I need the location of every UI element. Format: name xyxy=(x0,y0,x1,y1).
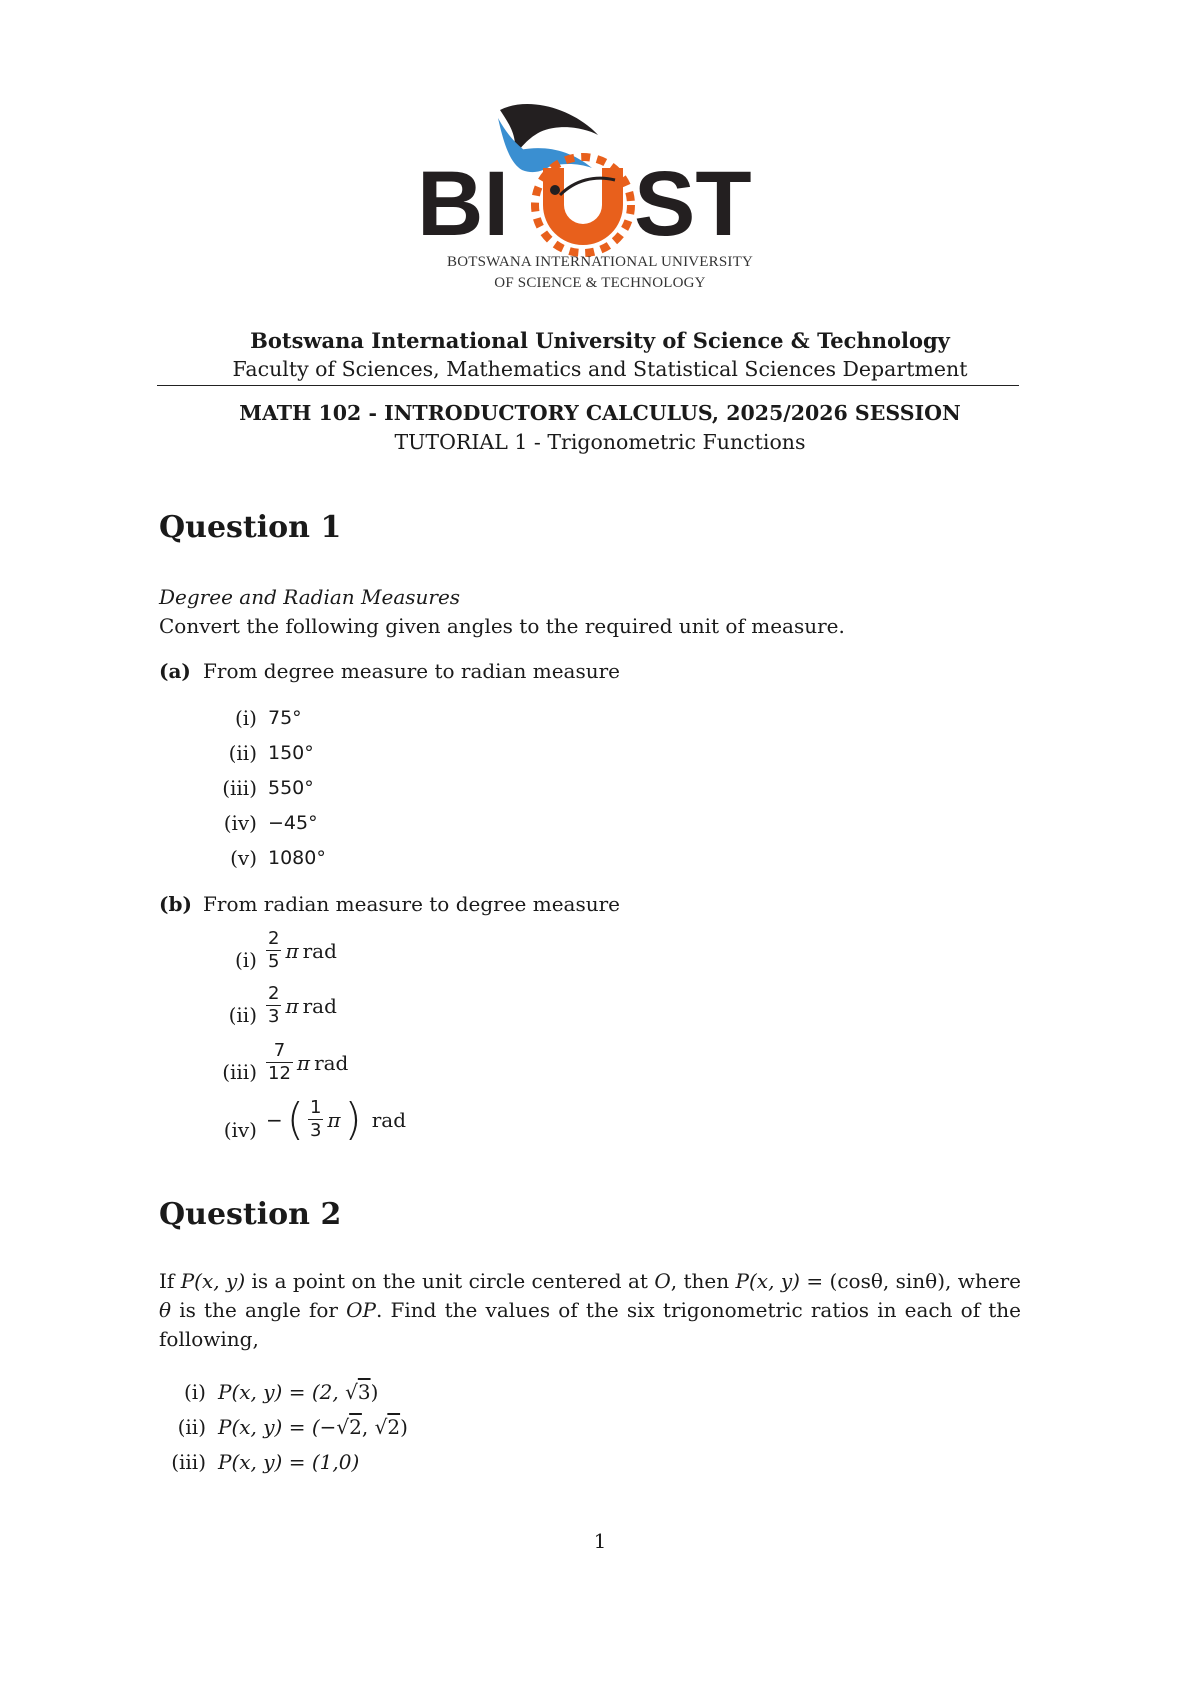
header-rule xyxy=(157,385,1019,386)
sqrt-symbol: √ xyxy=(336,1415,350,1439)
logo-text-line1: BOTSWANA INTERNATIONAL UNIVERSITY xyxy=(446,254,754,270)
logo-text-line2: OF SCIENCE & TECHNOLOGY xyxy=(494,275,706,291)
list-item-label: (iii) xyxy=(222,776,257,800)
fraction-expression xyxy=(266,983,337,1028)
point-expression: P(x, y) = (1,0) xyxy=(218,1450,360,1474)
pi-symbol: π xyxy=(327,1107,341,1132)
text-span: is the angle for xyxy=(179,1298,338,1322)
logo-letters-st: ST xyxy=(634,153,752,255)
right-paren: ) xyxy=(344,1093,362,1145)
point-expression xyxy=(218,1415,408,1439)
fraction-expression xyxy=(266,1093,407,1145)
part-b-label: (b) xyxy=(159,892,192,916)
fraction xyxy=(266,928,281,973)
expression-text: P(x, y) = (− xyxy=(218,1415,337,1439)
list-item-label: (i) xyxy=(183,1380,206,1404)
tutorial-title: TUTORIAL 1 - Trigonometric Functions xyxy=(394,430,806,454)
radicand: 3 xyxy=(357,1380,371,1404)
question-1-instruction: Convert the following given angles to the required unit of measure. xyxy=(159,614,845,638)
text-span: If xyxy=(159,1269,175,1293)
pi-symbol: π xyxy=(285,993,299,1018)
theta-symbol: θ xyxy=(159,1298,172,1322)
point-expression xyxy=(218,1380,378,1404)
numerator: 2 xyxy=(268,928,280,949)
expression-text: ) xyxy=(400,1415,408,1439)
point-p: P(x, y) xyxy=(735,1269,800,1293)
fraction xyxy=(266,983,281,1028)
radicand: 2 xyxy=(349,1415,362,1439)
list-item-label: (i) xyxy=(234,948,257,972)
question-2-heading: Question 2 xyxy=(159,1197,342,1232)
list-item-label: (iv) xyxy=(223,1118,257,1142)
fraction xyxy=(308,1097,323,1142)
segment-op: OP xyxy=(346,1298,376,1322)
list-item-label: (iii) xyxy=(222,1060,257,1084)
expression-text: , xyxy=(361,1415,375,1439)
left-paren: ( xyxy=(286,1093,304,1145)
part-a-text: From degree measure to radian measure xyxy=(203,659,621,683)
unit-label: rad xyxy=(302,938,337,963)
list-item-value: 75° xyxy=(268,707,302,729)
expression-text: P(x, y) = (2, xyxy=(218,1380,346,1404)
numerator: 7 xyxy=(266,1040,293,1063)
gear-icon xyxy=(535,157,631,253)
denominator: 5 xyxy=(268,951,280,972)
pi-symbol: π xyxy=(296,1050,311,1075)
page-number: 1 xyxy=(593,1529,607,1553)
unit-label: rad xyxy=(314,1050,349,1075)
origin-o: O xyxy=(654,1269,671,1293)
fraction-expression xyxy=(266,1040,348,1085)
sqrt-symbol: √ xyxy=(345,1380,358,1404)
list-item-label: (ii) xyxy=(228,741,257,765)
question-2-paragraph xyxy=(159,1267,1021,1354)
denominator: 12 xyxy=(268,1063,291,1084)
text-span: . Find the values of the six trigonometric ratios in each of the following, xyxy=(159,1298,1022,1351)
logo-letters-bi: BI xyxy=(417,153,509,255)
point-p: P(x, y) xyxy=(180,1269,246,1293)
university-logo xyxy=(0,0,1200,300)
list-item-value: 1080° xyxy=(268,847,326,869)
part-a-label: (a) xyxy=(159,659,191,683)
question-1-heading: Question 1 xyxy=(159,510,342,545)
fraction-expression xyxy=(266,928,337,973)
unit-label: rad xyxy=(371,1107,407,1132)
question-1-subtitle: Degree and Radian Measures xyxy=(159,585,461,609)
minus-sign: − xyxy=(266,1107,283,1132)
list-item-label: (iv) xyxy=(223,811,257,835)
list-item-value: −45° xyxy=(268,812,318,834)
course-title: MATH 102 - INTRODUCTORY CALCULUS, 2025/2026 SESSION xyxy=(239,401,961,425)
radicand: 2 xyxy=(387,1415,401,1439)
part-b-text: From radian measure to degree measure xyxy=(203,892,621,916)
unit-label: rad xyxy=(302,993,337,1018)
list-item-label: (ii) xyxy=(228,1003,257,1027)
fraction xyxy=(266,1040,293,1085)
list-item-label: (i) xyxy=(234,706,257,730)
sqrt-symbol: √ xyxy=(374,1415,388,1439)
university-name: Botswana International University of Science & Technology xyxy=(250,328,950,353)
text-span: , then xyxy=(670,1269,730,1293)
text-span: = (cosθ, sinθ), where xyxy=(806,1269,1022,1293)
denominator: 3 xyxy=(309,1120,322,1141)
list-item-label: (v) xyxy=(230,846,257,870)
text-span: is a point on the unit circle centered at xyxy=(251,1269,648,1293)
expression-text: ) xyxy=(370,1380,379,1404)
list-item-value: 550° xyxy=(268,777,314,799)
list-item-value: 150° xyxy=(268,742,314,764)
numerator: 1 xyxy=(309,1097,322,1118)
numerator: 2 xyxy=(268,983,280,1004)
list-item-label: (iii) xyxy=(171,1450,206,1474)
list-item-label: (ii) xyxy=(177,1415,206,1439)
denominator: 3 xyxy=(268,1006,280,1027)
faculty-name: Faculty of Sciences, Mathematics and Statistical Sciences Department xyxy=(232,357,968,381)
pi-symbol: π xyxy=(285,938,299,963)
